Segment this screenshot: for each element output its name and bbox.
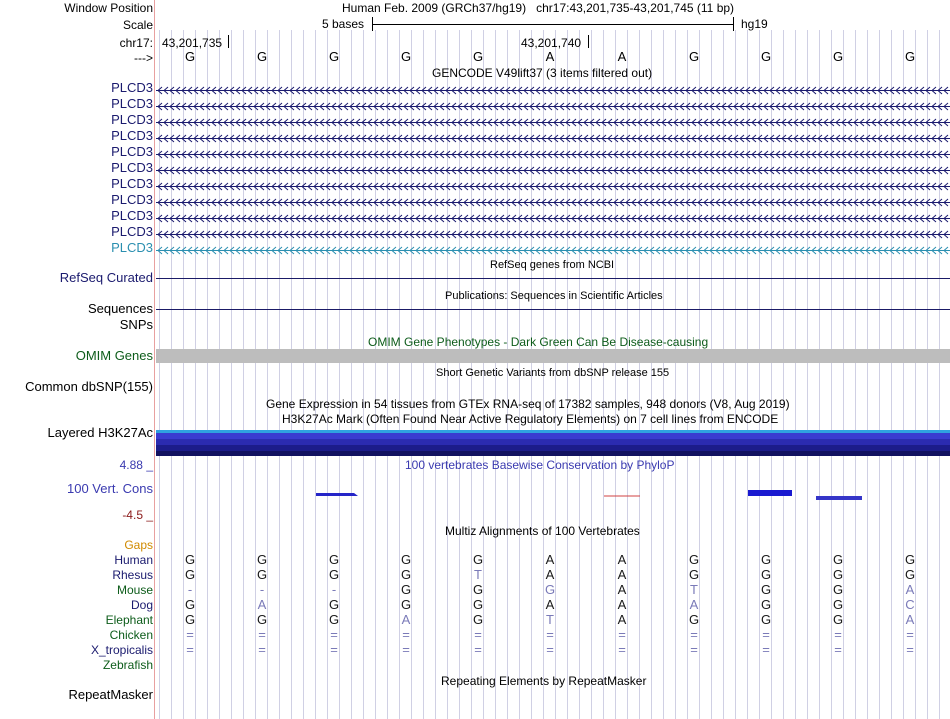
aligned-base: G: [328, 552, 340, 567]
sequences-label[interactable]: Sequences: [87, 301, 153, 316]
aligned-base: -: [259, 582, 265, 597]
aligned-base: =: [762, 642, 770, 657]
multiz-track-title: Multiz Alignments of 100 Vertebrates: [445, 524, 640, 538]
ref-base: G: [688, 49, 700, 64]
scale-label: Scale: [122, 18, 153, 32]
snps-label[interactable]: SNPs: [119, 317, 153, 332]
aligned-base: A: [257, 597, 267, 612]
ref-base: G: [904, 49, 916, 64]
ref-base: G: [328, 49, 340, 64]
aligned-base: G: [328, 612, 340, 627]
species-label[interactable]: Rhesus: [112, 568, 153, 582]
aligned-base: A: [545, 552, 555, 567]
aligned-base: G: [328, 597, 340, 612]
aligned-base: G: [760, 552, 772, 567]
aligned-base: G: [760, 582, 772, 597]
phylop-max: 4.88 _: [119, 458, 153, 472]
gencode-transcript[interactable]: [156, 132, 950, 141]
dbsnp-track-title: Short Genetic Variants from dbSNP release 155: [436, 367, 670, 379]
aligned-base: =: [690, 627, 698, 642]
gencode-gene-label[interactable]: PLCD3: [111, 240, 153, 255]
aligned-base: G: [184, 552, 196, 567]
aligned-base: A: [545, 567, 555, 582]
aligned-base: T: [690, 582, 698, 597]
aligned-base: =: [186, 642, 194, 657]
dbsnp-label[interactable]: Common dbSNP(155): [25, 379, 153, 394]
aligned-base: G: [688, 552, 700, 567]
aligned-base: G: [760, 567, 772, 582]
aligned-base: G: [256, 552, 268, 567]
gencode-transcript[interactable]: [156, 84, 950, 93]
gencode-gene-label[interactable]: PLCD3: [111, 112, 153, 127]
gencode-transcript[interactable]: [156, 100, 950, 109]
gencode-gene-label[interactable]: PLCD3: [111, 80, 153, 95]
aligned-base: G: [760, 597, 772, 612]
aligned-base: G: [544, 582, 556, 597]
gtex-track-title: Gene Expression in 54 tissues from GTEx RNA-seq of 17382 samples, 948 donors (V8, Aug 2019): [266, 397, 790, 411]
aligned-base: =: [474, 642, 482, 657]
gencode-transcript[interactable]: [156, 244, 950, 253]
refseq-track-title: RefSeq genes from NCBI: [490, 259, 615, 271]
aligned-base: G: [184, 567, 196, 582]
gencode-transcript[interactable]: [156, 180, 950, 189]
aligned-base: =: [906, 642, 914, 657]
species-label[interactable]: Elephant: [105, 613, 153, 627]
aligned-base: G: [400, 582, 412, 597]
phylop-min: -4.5 _: [122, 508, 153, 522]
refseq-line[interactable]: [156, 278, 950, 279]
aligned-base: G: [832, 612, 844, 627]
aligned-base: G: [832, 552, 844, 567]
aligned-base: G: [832, 567, 844, 582]
scale-text: 5 bases: [322, 17, 365, 31]
aligned-base: G: [472, 552, 484, 567]
aligned-base: =: [186, 627, 194, 642]
gencode-track-title: GENCODE V49lift37 (3 items filtered out): [432, 66, 653, 80]
aligned-base: G: [760, 612, 772, 627]
ref-base: A: [617, 49, 627, 64]
aligned-base: G: [904, 567, 916, 582]
species-label[interactable]: Mouse: [116, 583, 153, 597]
aligned-base: G: [832, 597, 844, 612]
aligned-base: =: [330, 642, 338, 657]
aligned-base: G: [256, 612, 268, 627]
aligned-base: =: [546, 642, 554, 657]
omim-label[interactable]: OMIM Genes: [75, 348, 153, 363]
species-label[interactable]: Chicken: [109, 628, 153, 642]
gencode-transcript[interactable]: [156, 116, 950, 125]
refseq-label[interactable]: RefSeq Curated: [59, 270, 153, 285]
aligned-base: G: [400, 552, 412, 567]
omim-track-title: OMIM Gene Phenotypes - Dark Green Can Be Disease-causing: [368, 335, 709, 349]
aligned-base: C: [905, 597, 915, 612]
h3k27-signal[interactable]: [156, 430, 950, 456]
gencode-gene-label[interactable]: PLCD3: [111, 144, 153, 159]
gencode-gene-label[interactable]: PLCD3: [111, 192, 153, 207]
species-label[interactable]: Human: [114, 553, 153, 567]
aligned-base: =: [906, 627, 914, 642]
aligned-base: A: [617, 597, 627, 612]
gencode-gene-label[interactable]: PLCD3: [111, 128, 153, 143]
aligned-base: T: [474, 567, 482, 582]
ref-base: G: [832, 49, 844, 64]
repeat-track-title: Repeating Elements by RepeatMasker: [441, 674, 647, 688]
gaps-label[interactable]: Gaps: [124, 538, 153, 552]
aligned-base: =: [690, 642, 698, 657]
species-label[interactable]: X_tropicalis: [90, 643, 153, 657]
repeat-label[interactable]: RepeatMasker: [68, 687, 153, 702]
aligned-base: A: [545, 597, 555, 612]
gencode-transcript[interactable]: [156, 228, 950, 237]
coord-left: 43,201,735: [162, 36, 223, 50]
aligned-base: G: [832, 582, 844, 597]
aligned-base: A: [617, 582, 627, 597]
scale-db: hg19: [741, 17, 768, 31]
aligned-base: =: [330, 627, 338, 642]
ref-base: G: [472, 49, 484, 64]
gencode-transcript[interactable]: [156, 148, 950, 157]
chrom-label: chr17:: [119, 36, 153, 50]
gencode-gene-label[interactable]: PLCD3: [111, 176, 153, 191]
phylop-mark-3: [748, 490, 792, 496]
gencode-transcript[interactable]: [156, 196, 950, 205]
ref-base: A: [545, 49, 555, 64]
aligned-base: G: [472, 612, 484, 627]
scale-bar-left-tick: [372, 17, 373, 31]
scale-bar: [372, 24, 733, 25]
aligned-base: G: [184, 597, 196, 612]
aligned-base: =: [546, 627, 554, 642]
omim-bar[interactable]: [156, 349, 950, 363]
aligned-base: =: [474, 627, 482, 642]
coord-mid-tick: [588, 35, 589, 48]
coord-mid: 43,201,740: [521, 36, 582, 50]
strand-label: --->: [134, 51, 153, 65]
aligned-base: =: [834, 642, 842, 657]
aligned-base: -: [187, 582, 193, 597]
phylop-label[interactable]: 100 Vert. Cons: [67, 481, 153, 496]
aligned-base: G: [472, 582, 484, 597]
aligned-base: =: [402, 627, 410, 642]
pubs-line[interactable]: [156, 309, 950, 310]
aligned-base: A: [617, 552, 627, 567]
aligned-base: G: [256, 567, 268, 582]
aligned-base: G: [904, 552, 916, 567]
gencode-transcript[interactable]: [156, 164, 950, 173]
phylop-graph[interactable]: [156, 472, 950, 512]
aligned-base: A: [617, 612, 627, 627]
gencode-gene-label[interactable]: PLCD3: [111, 208, 153, 223]
gencode-transcript[interactable]: [156, 212, 950, 221]
aligned-base: =: [618, 642, 626, 657]
window-position-text: Human Feb. 2009 (GRCh37/hg19) chr17:43,201,735-43,201,745 (11 bp): [342, 1, 735, 15]
aligned-base: T: [546, 612, 554, 627]
gencode-gene-label[interactable]: PLCD3: [111, 160, 153, 175]
phylop-mark-1: [316, 493, 358, 496]
species-label[interactable]: Dog: [130, 598, 153, 612]
aligned-base: =: [402, 642, 410, 657]
ref-base: G: [760, 49, 772, 64]
aligned-base: G: [688, 612, 700, 627]
aligned-base: =: [258, 642, 266, 657]
h3k27-track-title: H3K27Ac Mark (Often Found Near Active Regulatory Elements) on 7 cell lines from ENCODE: [282, 412, 779, 426]
aligned-base: G: [472, 597, 484, 612]
aligned-base: G: [328, 567, 340, 582]
pubs-track-title: Publications: Sequences in Scientific Articles: [445, 290, 663, 302]
aligned-base: A: [905, 612, 915, 627]
phylop-track-title: 100 vertebrates Basewise Conservation by PhyloP: [405, 458, 675, 472]
gencode-gene-label[interactable]: PLCD3: [111, 96, 153, 111]
aligned-base: A: [617, 567, 627, 582]
aligned-base: A: [689, 597, 699, 612]
scale-bar-right-tick: [733, 17, 734, 31]
coord-left-tick: [228, 35, 229, 48]
h3k27-label[interactable]: Layered H3K27Ac: [47, 425, 153, 440]
aligned-base: G: [688, 567, 700, 582]
aligned-base: G: [184, 612, 196, 627]
aligned-base: G: [400, 597, 412, 612]
aligned-base: G: [400, 567, 412, 582]
aligned-base: A: [905, 582, 915, 597]
species-label[interactable]: Zebrafish: [102, 658, 153, 672]
ref-base: G: [256, 49, 268, 64]
ref-base: G: [184, 49, 196, 64]
gencode-gene-label[interactable]: PLCD3: [111, 224, 153, 239]
ref-base: G: [400, 49, 412, 64]
h3k27-layer: [156, 451, 950, 456]
window-position-label: Window Position: [64, 1, 153, 15]
aligned-base: -: [331, 582, 337, 597]
aligned-base: =: [834, 627, 842, 642]
phylop-mark-4: [816, 496, 862, 500]
aligned-base: =: [762, 627, 770, 642]
aligned-base: =: [618, 627, 626, 642]
aligned-base: A: [401, 612, 411, 627]
aligned-base: =: [258, 627, 266, 642]
